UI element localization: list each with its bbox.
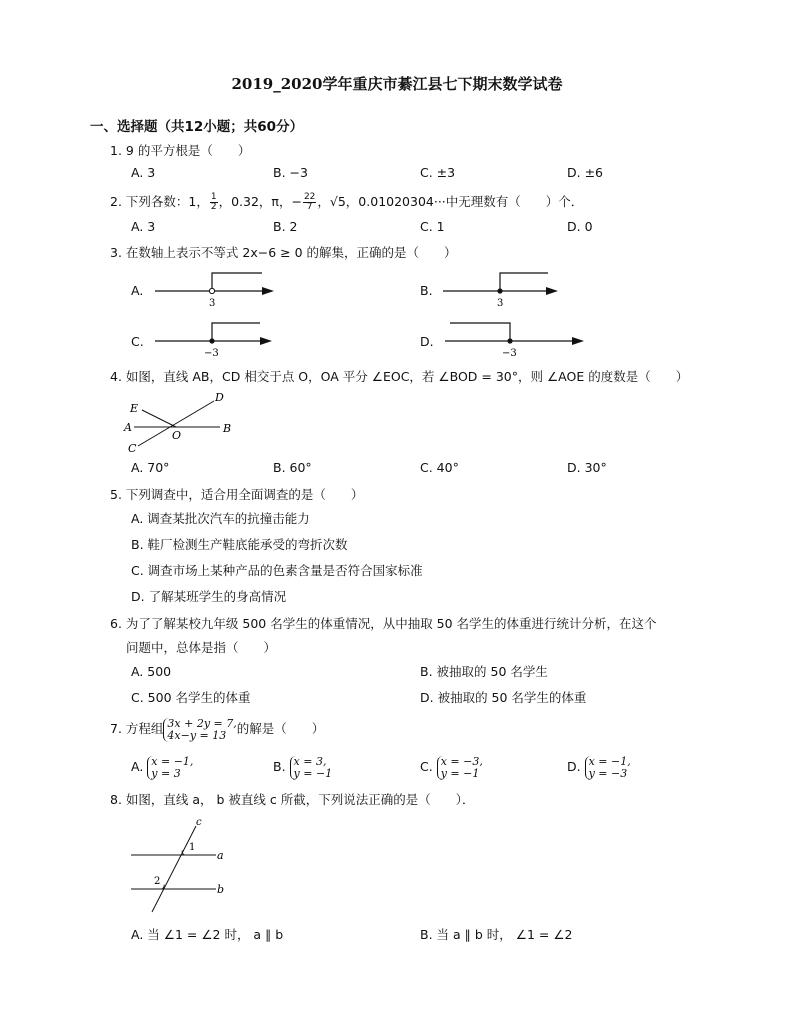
- question-4-stem: 4. 如图，直线 AB，CD 相交于点 O，OA 平分 ∠EOC，若 ∠BOD = 30°，则 ∠AOE 的度数是（ ）: [110, 369, 689, 384]
- q3-option-b-label[interactable]: B.: [420, 283, 433, 298]
- line-c-label: c: [196, 817, 202, 828]
- q8-option-b[interactable]: B. 当 a ∥ b 时， ∠1 = ∠2: [420, 927, 573, 942]
- solution-line-1: x = −1,: [151, 754, 194, 768]
- equation-system: [163, 718, 236, 742]
- solution-line-1: x = −1,: [588, 754, 631, 768]
- question-5-stem: 5. 下列调查中，适合用全面调查的是（ ）: [110, 487, 364, 502]
- solution-system: [147, 756, 193, 780]
- fraction-denominator: 7: [306, 202, 313, 212]
- solution-line-1: x = −3,: [440, 754, 483, 768]
- q4-option-b[interactable]: B. 60°: [273, 460, 312, 475]
- fraction-22-7: [303, 193, 316, 212]
- point-c-label: C: [128, 442, 137, 454]
- equation-line-2: 4x−y = 13: [167, 728, 227, 742]
- q6-option-c[interactable]: C. 500 名学生的体重: [131, 690, 251, 705]
- point-d-label: D: [215, 391, 224, 404]
- q3-option-d-label[interactable]: D.: [420, 334, 434, 349]
- question-7-stem: [110, 716, 324, 742]
- number-line-d[interactable]: [440, 319, 590, 361]
- tick-label-a: 3: [209, 298, 216, 309]
- q2-option-b[interactable]: B. 2: [273, 219, 298, 234]
- q1-option-a[interactable]: A. 3: [131, 165, 156, 180]
- q2-stem-start: 2. 下列各数：1，: [110, 194, 209, 209]
- q6-option-d[interactable]: D. 被抽取的 50 名学生的体重: [420, 690, 587, 705]
- solution-line-1: x = 3,: [293, 754, 327, 768]
- point-o-label: O: [172, 429, 182, 442]
- q6-option-b[interactable]: B. 被抽取的 50 名学生: [420, 664, 548, 679]
- section-heading: 一、选择题（共12小题；共60分）: [90, 119, 304, 135]
- tick-label-d: −3: [502, 348, 517, 359]
- line-b-label: b: [217, 883, 225, 896]
- q7-stem-start: 7. 方程组: [110, 721, 164, 736]
- q5-option-d[interactable]: D. 了解某班学生的身高情况: [131, 589, 287, 604]
- fraction-denominator: 2: [210, 202, 217, 212]
- question-6-stem-line1: 6. 为了了解某校九年级 500 名学生的体重情况，从中抽取 50 名学生的体重进行统计分析，在这个: [110, 616, 657, 631]
- solution-system: [585, 756, 631, 780]
- q1-option-d[interactable]: D. ±6: [567, 165, 603, 180]
- solution-line-2: y = −3: [588, 766, 628, 780]
- q5-option-a[interactable]: A. 调查某批次汽车的抗撞击能力: [131, 511, 310, 526]
- option-letter: A.: [131, 759, 144, 774]
- q7-option-a[interactable]: [131, 754, 193, 780]
- q5-option-c[interactable]: C. 调查市场上某种产品的色素含量是否符合国家标准: [131, 563, 423, 578]
- fraction-numerator: 1: [210, 192, 217, 202]
- number-line-b[interactable]: [438, 268, 568, 310]
- q2-stem-end: ，√5，0.01020304···中无理数有（ ）个．: [317, 194, 584, 209]
- q1-option-b[interactable]: B. −3: [273, 165, 308, 180]
- solution-system: [437, 756, 483, 780]
- q2-option-d[interactable]: D. 0: [567, 219, 593, 234]
- intersecting-lines-figure: [122, 390, 242, 454]
- solution-line-2: y = 3: [151, 766, 181, 780]
- question-3-stem: 3. 在数轴上表示不等式 2x−6 ≥ 0 的解集，正确的是（ ）: [110, 245, 457, 260]
- q7-option-c[interactable]: [420, 754, 483, 780]
- fraction-one-half: [210, 193, 218, 212]
- q8-option-a[interactable]: A. 当 ∠1 = ∠2 时， a ∥ b: [131, 927, 284, 942]
- question-8-stem: 8. 如图，直线 a， b 被直线 c 所截，下列说法正确的是（ ）．: [110, 792, 475, 807]
- tick-label-b: 3: [497, 298, 504, 309]
- point-a-label: A: [124, 421, 132, 434]
- angle-1-label: 1: [189, 842, 196, 853]
- option-letter: B.: [273, 759, 286, 774]
- q2-option-a[interactable]: A. 3: [131, 219, 156, 234]
- solution-line-2: y = −1: [293, 766, 333, 780]
- number-line-a[interactable]: [150, 268, 280, 310]
- q3-option-a-label[interactable]: A.: [131, 283, 144, 298]
- solution-system: [290, 756, 333, 780]
- point-e-label: E: [130, 402, 139, 415]
- q2-stem-middle: ，0.32，π，−: [218, 194, 302, 209]
- solution-line-2: y = −1: [440, 766, 480, 780]
- q7-option-b[interactable]: [273, 754, 332, 780]
- tick-label-c: −3: [204, 348, 219, 359]
- option-letter: D.: [567, 759, 581, 774]
- option-letter: C.: [420, 759, 433, 774]
- q3-option-c-label[interactable]: C.: [131, 334, 144, 349]
- q2-option-c[interactable]: C. 1: [420, 219, 445, 234]
- transversal-figure: [128, 812, 238, 916]
- q7-option-d[interactable]: [567, 754, 631, 780]
- q4-option-c[interactable]: C. 40°: [420, 460, 459, 475]
- q5-option-b[interactable]: B. 鞋厂检测生产鞋底能承受的弯折次数: [131, 537, 348, 552]
- angle-2-label: 2: [154, 876, 161, 887]
- question-6-stem-line2: 问题中，总体是指（ ）: [126, 640, 277, 655]
- q6-option-a[interactable]: A. 500: [131, 664, 172, 679]
- page-title: 2019_2020学年重庆市綦江县七下期末数学试卷: [231, 75, 563, 93]
- point-b-label: B: [223, 422, 232, 435]
- fraction-numerator: 22: [303, 192, 316, 202]
- q4-option-d[interactable]: D. 30°: [567, 460, 607, 475]
- number-line-c[interactable]: [150, 319, 280, 361]
- q1-option-c[interactable]: C. ±3: [420, 165, 456, 180]
- line-a-label: a: [217, 849, 224, 862]
- q4-option-a[interactable]: A. 70°: [131, 460, 170, 475]
- question-1-stem: 1. 9 的平方根是（ ）: [110, 143, 251, 158]
- q7-stem-end: 的解是（ ）: [236, 721, 325, 736]
- equation-line-1: 3x + 2y = 7,: [167, 716, 237, 730]
- question-2-stem: [110, 193, 583, 212]
